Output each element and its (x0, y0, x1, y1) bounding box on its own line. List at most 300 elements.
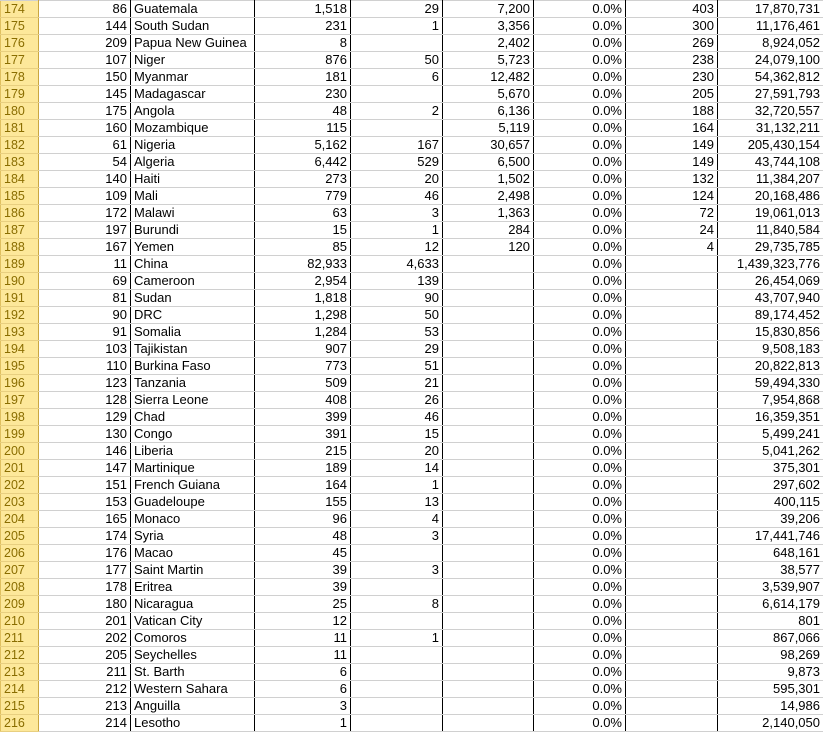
cell-country[interactable]: Tanzania (131, 375, 255, 392)
cell-population[interactable]: 20,822,813 (718, 358, 823, 375)
cell-score[interactable] (626, 715, 718, 732)
cell-score[interactable] (626, 630, 718, 647)
row-header[interactable]: 216 (1, 715, 39, 732)
cell-tests[interactable] (443, 375, 534, 392)
cell-score[interactable] (626, 545, 718, 562)
cell-tests[interactable] (443, 698, 534, 715)
cell-country[interactable]: China (131, 256, 255, 273)
cell-deaths[interactable]: 29 (351, 341, 443, 358)
cell-country[interactable]: Lesotho (131, 715, 255, 732)
cell-cases[interactable]: 25 (255, 596, 351, 613)
row-header[interactable]: 196 (1, 375, 39, 392)
cell-population[interactable]: 39,206 (718, 511, 823, 528)
cell-deaths[interactable]: 46 (351, 409, 443, 426)
cell-score[interactable] (626, 664, 718, 681)
cell-deaths[interactable] (351, 664, 443, 681)
cell-deaths[interactable]: 29 (351, 1, 443, 18)
cell-percent[interactable]: 0.0% (534, 545, 626, 562)
cell-country[interactable]: Angola (131, 103, 255, 120)
cell-score[interactable] (626, 511, 718, 528)
cell-rank[interactable]: 176 (39, 545, 131, 562)
cell-percent[interactable]: 0.0% (534, 52, 626, 69)
cell-rank[interactable]: 153 (39, 494, 131, 511)
cell-deaths[interactable]: 15 (351, 426, 443, 443)
cell-score[interactable] (626, 613, 718, 630)
row-header[interactable]: 208 (1, 579, 39, 596)
cell-percent[interactable]: 0.0% (534, 273, 626, 290)
row-header[interactable]: 204 (1, 511, 39, 528)
cell-population[interactable]: 648,161 (718, 545, 823, 562)
cell-percent[interactable]: 0.0% (534, 222, 626, 239)
cell-cases[interactable]: 1,298 (255, 307, 351, 324)
cell-score[interactable] (626, 358, 718, 375)
cell-score[interactable]: 300 (626, 18, 718, 35)
cell-population[interactable]: 19,061,013 (718, 205, 823, 222)
cell-deaths[interactable]: 3 (351, 528, 443, 545)
cell-rank[interactable]: 129 (39, 409, 131, 426)
cell-deaths[interactable]: 53 (351, 324, 443, 341)
row-header[interactable]: 201 (1, 460, 39, 477)
cell-rank[interactable]: 197 (39, 222, 131, 239)
cell-tests[interactable] (443, 392, 534, 409)
cell-tests[interactable] (443, 715, 534, 732)
row-header[interactable]: 202 (1, 477, 39, 494)
cell-score[interactable]: 164 (626, 120, 718, 137)
cell-rank[interactable]: 145 (39, 86, 131, 103)
row-header[interactable]: 209 (1, 596, 39, 613)
cell-percent[interactable]: 0.0% (534, 35, 626, 52)
cell-rank[interactable]: 150 (39, 69, 131, 86)
cell-cases[interactable]: 189 (255, 460, 351, 477)
cell-cases[interactable]: 85 (255, 239, 351, 256)
cell-score[interactable]: 403 (626, 1, 718, 18)
cell-percent[interactable]: 0.0% (534, 205, 626, 222)
cell-percent[interactable]: 0.0% (534, 392, 626, 409)
cell-percent[interactable]: 0.0% (534, 103, 626, 120)
cell-rank[interactable]: 172 (39, 205, 131, 222)
cell-deaths[interactable]: 6 (351, 69, 443, 86)
cell-rank[interactable]: 167 (39, 239, 131, 256)
cell-population[interactable]: 5,499,241 (718, 426, 823, 443)
cell-cases[interactable]: 230 (255, 86, 351, 103)
cell-tests[interactable]: 5,670 (443, 86, 534, 103)
cell-percent[interactable]: 0.0% (534, 188, 626, 205)
cell-rank[interactable]: 81 (39, 290, 131, 307)
row-header[interactable]: 176 (1, 35, 39, 52)
cell-country[interactable]: Martinique (131, 460, 255, 477)
cell-country[interactable]: Sudan (131, 290, 255, 307)
cell-tests[interactable] (443, 273, 534, 290)
row-header[interactable]: 197 (1, 392, 39, 409)
cell-cases[interactable]: 273 (255, 171, 351, 188)
cell-cases[interactable]: 3 (255, 698, 351, 715)
cell-cases[interactable]: 8 (255, 35, 351, 52)
cell-score[interactable]: 24 (626, 222, 718, 239)
cell-country[interactable]: French Guiana (131, 477, 255, 494)
cell-tests[interactable]: 2,402 (443, 35, 534, 52)
cell-cases[interactable]: 1,284 (255, 324, 351, 341)
row-header[interactable]: 211 (1, 630, 39, 647)
cell-population[interactable]: 32,720,557 (718, 103, 823, 120)
cell-percent[interactable]: 0.0% (534, 664, 626, 681)
cell-percent[interactable]: 0.0% (534, 613, 626, 630)
row-header[interactable]: 214 (1, 681, 39, 698)
cell-tests[interactable] (443, 562, 534, 579)
cell-score[interactable] (626, 579, 718, 596)
cell-deaths[interactable]: 4,633 (351, 256, 443, 273)
cell-population[interactable]: 17,870,731 (718, 1, 823, 18)
cell-cases[interactable]: 6,442 (255, 154, 351, 171)
cell-country[interactable]: Tajikistan (131, 341, 255, 358)
cell-percent[interactable]: 0.0% (534, 18, 626, 35)
cell-percent[interactable]: 0.0% (534, 477, 626, 494)
cell-score[interactable]: 238 (626, 52, 718, 69)
cell-score[interactable] (626, 426, 718, 443)
cell-tests[interactable] (443, 664, 534, 681)
cell-population[interactable]: 20,168,486 (718, 188, 823, 205)
cell-country[interactable]: Congo (131, 426, 255, 443)
cell-country[interactable]: South Sudan (131, 18, 255, 35)
cell-population[interactable]: 8,924,052 (718, 35, 823, 52)
cell-percent[interactable]: 0.0% (534, 511, 626, 528)
cell-tests[interactable]: 120 (443, 239, 534, 256)
cell-score[interactable]: 124 (626, 188, 718, 205)
cell-country[interactable]: Madagascar (131, 86, 255, 103)
cell-tests[interactable]: 12,482 (443, 69, 534, 86)
cell-percent[interactable]: 0.0% (534, 579, 626, 596)
cell-rank[interactable]: 107 (39, 52, 131, 69)
cell-score[interactable]: 72 (626, 205, 718, 222)
cell-population[interactable]: 31,132,211 (718, 120, 823, 137)
cell-rank[interactable]: 160 (39, 120, 131, 137)
cell-cases[interactable]: 779 (255, 188, 351, 205)
cell-tests[interactable]: 1,363 (443, 205, 534, 222)
cell-cases[interactable]: 164 (255, 477, 351, 494)
cell-deaths[interactable]: 1 (351, 477, 443, 494)
row-header[interactable]: 213 (1, 664, 39, 681)
cell-percent[interactable]: 0.0% (534, 324, 626, 341)
cell-percent[interactable]: 0.0% (534, 120, 626, 137)
cell-population[interactable]: 17,441,746 (718, 528, 823, 545)
cell-population[interactable]: 11,176,461 (718, 18, 823, 35)
cell-deaths[interactable]: 3 (351, 562, 443, 579)
cell-rank[interactable]: 69 (39, 273, 131, 290)
cell-rank[interactable]: 177 (39, 562, 131, 579)
cell-population[interactable]: 89,174,452 (718, 307, 823, 324)
cell-score[interactable] (626, 494, 718, 511)
cell-deaths[interactable]: 13 (351, 494, 443, 511)
cell-cases[interactable]: 39 (255, 562, 351, 579)
cell-deaths[interactable]: 1 (351, 222, 443, 239)
cell-tests[interactable] (443, 630, 534, 647)
cell-country[interactable]: St. Barth (131, 664, 255, 681)
cell-country[interactable]: Monaco (131, 511, 255, 528)
cell-tests[interactable] (443, 596, 534, 613)
cell-score[interactable]: 4 (626, 239, 718, 256)
cell-tests[interactable] (443, 324, 534, 341)
cell-country[interactable]: Papua New Guinea (131, 35, 255, 52)
cell-score[interactable] (626, 528, 718, 545)
row-header[interactable]: 203 (1, 494, 39, 511)
cell-population[interactable]: 9,508,183 (718, 341, 823, 358)
cell-rank[interactable]: 201 (39, 613, 131, 630)
cell-country[interactable]: Sierra Leone (131, 392, 255, 409)
cell-tests[interactable] (443, 358, 534, 375)
cell-tests[interactable] (443, 647, 534, 664)
cell-percent[interactable]: 0.0% (534, 341, 626, 358)
cell-tests[interactable] (443, 426, 534, 443)
cell-country[interactable]: Vatican City (131, 613, 255, 630)
cell-percent[interactable]: 0.0% (534, 307, 626, 324)
cell-rank[interactable]: 174 (39, 528, 131, 545)
cell-country[interactable]: Chad (131, 409, 255, 426)
cell-cases[interactable]: 48 (255, 528, 351, 545)
cell-tests[interactable]: 6,500 (443, 154, 534, 171)
cell-population[interactable]: 43,707,940 (718, 290, 823, 307)
cell-population[interactable]: 3,539,907 (718, 579, 823, 596)
cell-population[interactable]: 801 (718, 613, 823, 630)
row-header[interactable]: 199 (1, 426, 39, 443)
cell-percent[interactable]: 0.0% (534, 715, 626, 732)
cell-tests[interactable] (443, 494, 534, 511)
cell-cases[interactable]: 2,954 (255, 273, 351, 290)
cell-score[interactable] (626, 562, 718, 579)
row-header[interactable]: 185 (1, 188, 39, 205)
row-header[interactable]: 188 (1, 239, 39, 256)
row-header[interactable]: 194 (1, 341, 39, 358)
cell-country[interactable]: Mozambique (131, 120, 255, 137)
cell-population[interactable]: 2,140,050 (718, 715, 823, 732)
cell-score[interactable] (626, 443, 718, 460)
row-header[interactable]: 189 (1, 256, 39, 273)
cell-tests[interactable]: 284 (443, 222, 534, 239)
cell-percent[interactable]: 0.0% (534, 681, 626, 698)
cell-population[interactable]: 6,614,179 (718, 596, 823, 613)
cell-rank[interactable]: 86 (39, 1, 131, 18)
cell-population[interactable]: 1,439,323,776 (718, 256, 823, 273)
cell-score[interactable] (626, 256, 718, 273)
cell-cases[interactable]: 82,933 (255, 256, 351, 273)
row-header[interactable]: 207 (1, 562, 39, 579)
cell-deaths[interactable] (351, 715, 443, 732)
cell-cases[interactable]: 408 (255, 392, 351, 409)
cell-score[interactable] (626, 477, 718, 494)
cell-score[interactable] (626, 290, 718, 307)
cell-cases[interactable]: 6 (255, 681, 351, 698)
cell-population[interactable]: 27,591,793 (718, 86, 823, 103)
cell-rank[interactable]: 128 (39, 392, 131, 409)
row-header[interactable]: 178 (1, 69, 39, 86)
cell-population[interactable]: 297,602 (718, 477, 823, 494)
row-header[interactable]: 212 (1, 647, 39, 664)
cell-cases[interactable]: 181 (255, 69, 351, 86)
cell-rank[interactable]: 54 (39, 154, 131, 171)
cell-rank[interactable]: 90 (39, 307, 131, 324)
cell-rank[interactable]: 211 (39, 664, 131, 681)
cell-rank[interactable]: 205 (39, 647, 131, 664)
cell-population[interactable]: 867,066 (718, 630, 823, 647)
row-header[interactable]: 210 (1, 613, 39, 630)
cell-rank[interactable]: 109 (39, 188, 131, 205)
cell-country[interactable]: Somalia (131, 324, 255, 341)
cell-percent[interactable]: 0.0% (534, 154, 626, 171)
cell-rank[interactable]: 147 (39, 460, 131, 477)
cell-cases[interactable]: 96 (255, 511, 351, 528)
cell-rank[interactable]: 61 (39, 137, 131, 154)
cell-percent[interactable]: 0.0% (534, 239, 626, 256)
cell-population[interactable]: 24,079,100 (718, 52, 823, 69)
cell-deaths[interactable]: 46 (351, 188, 443, 205)
cell-score[interactable] (626, 460, 718, 477)
cell-percent[interactable]: 0.0% (534, 460, 626, 477)
cell-cases[interactable]: 773 (255, 358, 351, 375)
cell-population[interactable]: 5,041,262 (718, 443, 823, 460)
cell-tests[interactable]: 5,119 (443, 120, 534, 137)
cell-percent[interactable]: 0.0% (534, 630, 626, 647)
cell-score[interactable] (626, 681, 718, 698)
cell-deaths[interactable]: 50 (351, 52, 443, 69)
row-header[interactable]: 180 (1, 103, 39, 120)
cell-deaths[interactable] (351, 698, 443, 715)
cell-country[interactable]: Syria (131, 528, 255, 545)
cell-percent[interactable]: 0.0% (534, 426, 626, 443)
cell-country[interactable]: Seychelles (131, 647, 255, 664)
cell-tests[interactable] (443, 290, 534, 307)
cell-tests[interactable] (443, 460, 534, 477)
row-header[interactable]: 193 (1, 324, 39, 341)
cell-country[interactable]: Algeria (131, 154, 255, 171)
cell-rank[interactable]: 165 (39, 511, 131, 528)
cell-rank[interactable]: 213 (39, 698, 131, 715)
cell-tests[interactable]: 7,200 (443, 1, 534, 18)
cell-country[interactable]: DRC (131, 307, 255, 324)
cell-tests[interactable] (443, 511, 534, 528)
cell-deaths[interactable] (351, 86, 443, 103)
cell-score[interactable] (626, 341, 718, 358)
cell-score[interactable] (626, 375, 718, 392)
cell-rank[interactable]: 140 (39, 171, 131, 188)
cell-tests[interactable]: 2,498 (443, 188, 534, 205)
cell-country[interactable]: Burundi (131, 222, 255, 239)
cell-rank[interactable]: 212 (39, 681, 131, 698)
cell-country[interactable]: Mali (131, 188, 255, 205)
row-header[interactable]: 195 (1, 358, 39, 375)
cell-deaths[interactable]: 20 (351, 171, 443, 188)
cell-deaths[interactable]: 8 (351, 596, 443, 613)
cell-deaths[interactable]: 2 (351, 103, 443, 120)
cell-tests[interactable] (443, 341, 534, 358)
cell-cases[interactable]: 11 (255, 647, 351, 664)
cell-cases[interactable]: 215 (255, 443, 351, 460)
row-header[interactable]: 177 (1, 52, 39, 69)
cell-percent[interactable]: 0.0% (534, 647, 626, 664)
row-header[interactable]: 190 (1, 273, 39, 290)
cell-rank[interactable]: 209 (39, 35, 131, 52)
cell-percent[interactable]: 0.0% (534, 409, 626, 426)
cell-score[interactable]: 149 (626, 137, 718, 154)
cell-score[interactable]: 132 (626, 171, 718, 188)
cell-rank[interactable]: 103 (39, 341, 131, 358)
cell-deaths[interactable]: 167 (351, 137, 443, 154)
row-header[interactable]: 205 (1, 528, 39, 545)
cell-country[interactable]: Guatemala (131, 1, 255, 18)
cell-deaths[interactable]: 90 (351, 290, 443, 307)
cell-population[interactable]: 59,494,330 (718, 375, 823, 392)
cell-tests[interactable]: 1,502 (443, 171, 534, 188)
cell-country[interactable]: Guadeloupe (131, 494, 255, 511)
cell-deaths[interactable]: 1 (351, 630, 443, 647)
cell-cases[interactable]: 907 (255, 341, 351, 358)
cell-rank[interactable]: 130 (39, 426, 131, 443)
cell-percent[interactable]: 0.0% (534, 375, 626, 392)
cell-cases[interactable]: 48 (255, 103, 351, 120)
cell-deaths[interactable]: 1 (351, 18, 443, 35)
cell-deaths[interactable]: 3 (351, 205, 443, 222)
cell-cases[interactable]: 509 (255, 375, 351, 392)
cell-population[interactable]: 29,735,785 (718, 239, 823, 256)
cell-country[interactable]: Eritrea (131, 579, 255, 596)
cell-cases[interactable]: 876 (255, 52, 351, 69)
cell-score[interactable] (626, 698, 718, 715)
cell-score[interactable] (626, 324, 718, 341)
cell-deaths[interactable]: 21 (351, 375, 443, 392)
cell-percent[interactable]: 0.0% (534, 69, 626, 86)
row-header[interactable]: 198 (1, 409, 39, 426)
row-header[interactable]: 186 (1, 205, 39, 222)
cell-tests[interactable] (443, 579, 534, 596)
cell-percent[interactable]: 0.0% (534, 698, 626, 715)
cell-population[interactable]: 400,115 (718, 494, 823, 511)
cell-score[interactable] (626, 392, 718, 409)
cell-deaths[interactable] (351, 120, 443, 137)
cell-rank[interactable]: 151 (39, 477, 131, 494)
cell-cases[interactable]: 12 (255, 613, 351, 630)
row-header[interactable]: 200 (1, 443, 39, 460)
cell-tests[interactable]: 5,723 (443, 52, 534, 69)
cell-population[interactable]: 205,430,154 (718, 137, 823, 154)
cell-tests[interactable] (443, 307, 534, 324)
cell-deaths[interactable]: 50 (351, 307, 443, 324)
cell-percent[interactable]: 0.0% (534, 171, 626, 188)
cell-percent[interactable]: 0.0% (534, 528, 626, 545)
cell-deaths[interactable] (351, 545, 443, 562)
cell-deaths[interactable]: 20 (351, 443, 443, 460)
row-header[interactable]: 183 (1, 154, 39, 171)
cell-cases[interactable]: 45 (255, 545, 351, 562)
cell-population[interactable]: 43,744,108 (718, 154, 823, 171)
cell-country[interactable]: Malawi (131, 205, 255, 222)
cell-score[interactable]: 188 (626, 103, 718, 120)
cell-tests[interactable] (443, 256, 534, 273)
cell-population[interactable]: 11,384,207 (718, 171, 823, 188)
cell-percent[interactable]: 0.0% (534, 443, 626, 460)
cell-population[interactable]: 16,359,351 (718, 409, 823, 426)
cell-population[interactable]: 14,986 (718, 698, 823, 715)
cell-score[interactable]: 269 (626, 35, 718, 52)
row-header[interactable]: 215 (1, 698, 39, 715)
cell-rank[interactable]: 123 (39, 375, 131, 392)
cell-country[interactable]: Yemen (131, 239, 255, 256)
cell-rank[interactable]: 11 (39, 256, 131, 273)
cell-population[interactable]: 15,830,856 (718, 324, 823, 341)
cell-score[interactable] (626, 647, 718, 664)
cell-deaths[interactable] (351, 681, 443, 698)
cell-deaths[interactable] (351, 613, 443, 630)
cell-cases[interactable]: 6 (255, 664, 351, 681)
row-header[interactable]: 182 (1, 137, 39, 154)
cell-country[interactable]: Nicaragua (131, 596, 255, 613)
cell-rank[interactable]: 214 (39, 715, 131, 732)
